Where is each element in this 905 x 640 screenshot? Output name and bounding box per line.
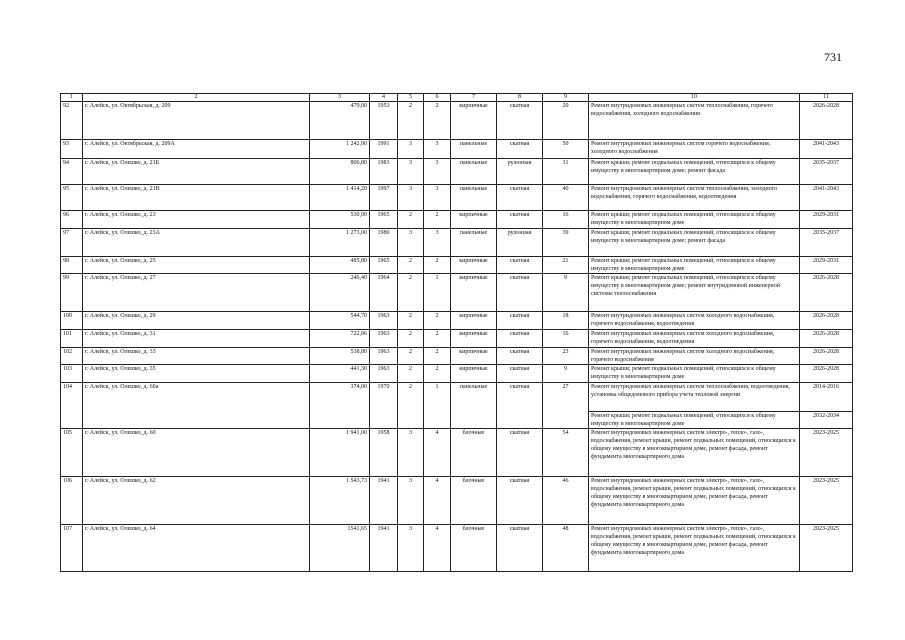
table-row <box>61 429 853 477</box>
year-cell: 1964 <box>370 274 398 312</box>
area-cell: 806,80 <box>310 159 370 185</box>
address-cell: г. Алейск, ул. Олешко, д. 35 <box>83 365 310 383</box>
area-cell: 1541,65 <box>310 525 370 572</box>
row-number-cell: 103 <box>61 365 83 383</box>
wall-material-cell: блочные <box>451 429 497 477</box>
wear-percent-cell: 46 <box>543 477 589 525</box>
year-cell: 1963 <box>370 330 398 348</box>
wall-material-cell: панельные <box>451 229 497 257</box>
entrances-cell: 2 <box>424 330 451 348</box>
wear-percent-cell: 18 <box>543 312 589 330</box>
entrances-cell: 4 <box>424 477 451 525</box>
area-cell: 1 273,00 <box>310 229 370 257</box>
floors-cell: 3 <box>398 477 424 525</box>
table-row <box>61 140 853 159</box>
year-cell: 1963 <box>370 348 398 365</box>
work-description: Ремонт крыши; ремонт подвальных помещений, относящихся к общему имуществу в многоквартирном доме; ремонт фасада <box>591 160 776 174</box>
work-description: Ремонт внутридомовых инженерных систем горячего водоснабжения, холодного водоснабжения <box>591 141 771 155</box>
roof-type-cell: скатная <box>497 383 543 429</box>
row-number-cell: 93 <box>61 140 83 159</box>
table-row <box>61 229 853 257</box>
wear-percent-cell: 9 <box>543 274 589 312</box>
work-period: 2041-2043 <box>813 186 839 192</box>
period-cell <box>800 185 853 211</box>
row-number-cell: 104 <box>61 383 83 429</box>
roof-type-cell: рулонная <box>497 159 543 185</box>
wear-percent-cell: 20 <box>543 102 589 140</box>
table-row <box>61 365 853 383</box>
table-row <box>61 102 853 140</box>
wear-percent-cell: 16 <box>543 330 589 348</box>
header-cell: 9 <box>543 94 589 102</box>
year-cell: 1963 <box>370 365 398 383</box>
works-cell <box>589 102 800 140</box>
header-cell: 4 <box>370 94 398 102</box>
table-row <box>61 348 853 365</box>
table-row <box>61 274 853 312</box>
floors-cell: 2 <box>398 330 424 348</box>
wall-material-cell: панельные <box>451 159 497 185</box>
work-description: Ремонт внутридомовых инженерных систем холодного водоснабжения, горячего водоснабжения, водоотведения <box>591 313 775 327</box>
year-cell: 1997 <box>370 185 398 211</box>
works-cell <box>589 365 800 383</box>
work-description: Ремонт внутридомовых инженерных систем теплоснабжения, горячего водоснабжения, холодного водоснабжения <box>591 103 774 117</box>
address-cell: г. Алейск, ул. Олешко, д. 21Б <box>83 159 310 185</box>
header-cell: 11 <box>800 94 853 102</box>
works-cell <box>589 312 800 330</box>
wear-percent-cell: 9 <box>543 365 589 383</box>
period-cell <box>800 159 853 185</box>
address-cell: г. Алейск, ул. Олешко, д. 60а <box>83 383 310 429</box>
works-cell <box>589 229 800 257</box>
roof-type-cell: скатная <box>497 330 543 348</box>
table-row <box>61 312 853 330</box>
row-number-cell: 94 <box>61 159 83 185</box>
work-description: Ремонт крыши; ремонт подвальных помещений, относящихся к общему имуществу в многоквартирном доме <box>591 212 776 226</box>
work-description: Ремонт крыши; ремонт подвальных помещений, относящихся к общему имуществу в многоквартирном доме <box>591 366 776 380</box>
address-cell: г. Алейск, ул. Октябрьская, д. 209А <box>83 140 310 159</box>
work-description: Ремонт внутридомовых инженерных систем электро-, тепло-, газо-, водоснабжения, ремонт крыши, ремонт подвальных помещений, относящихся к общему имуществу в многоквартирном доме, ремонт фасада, ремонт фундамента многоквартирного дома <box>591 526 796 556</box>
entrances-cell: 2 <box>424 211 451 229</box>
wall-material-cell: панельные <box>451 185 497 211</box>
works-cell <box>589 257 800 274</box>
roof-type-cell: скатная <box>497 185 543 211</box>
works-cell <box>589 525 800 572</box>
header-cell: 2 <box>83 94 310 102</box>
work-period: 2026-2028 <box>813 331 839 337</box>
row-number-cell: 96 <box>61 211 83 229</box>
area-cell: 485,80 <box>310 257 370 274</box>
roof-type-cell: скатная <box>497 257 543 274</box>
works-cell <box>589 330 800 348</box>
address-cell: г. Алейск, ул. Олешко, д. 27 <box>83 274 310 312</box>
works-cell <box>589 211 800 229</box>
roof-type-cell: скатная <box>497 429 543 477</box>
works-cell <box>589 274 800 312</box>
header-cell: 6 <box>424 94 451 102</box>
period-cell <box>800 102 853 140</box>
entrances-cell: 2 <box>424 365 451 383</box>
floors-cell: 2 <box>398 274 424 312</box>
wall-material-cell: кирпичные <box>451 211 497 229</box>
floors-cell: 2 <box>398 257 424 274</box>
address-cell: г. Алейск, ул. Олешко, д. 60 <box>83 429 310 477</box>
table-row <box>61 383 853 429</box>
year-cell: 1941 <box>370 477 398 525</box>
wall-material-cell: кирпичные <box>451 274 497 312</box>
header-cell: 8 <box>497 94 543 102</box>
entrances-cell: 2 <box>424 102 451 140</box>
entrances-cell: 3 <box>424 229 451 257</box>
area-cell: 1 941,00 <box>310 429 370 477</box>
area-cell: 538,80 <box>310 348 370 365</box>
header-row <box>61 94 853 102</box>
works-cell <box>589 348 800 365</box>
address-cell: г. Алейск, ул. Олешко, д. 62 <box>83 477 310 525</box>
work-description: Ремонт крыши; ремонт подвальных помещений, относящихся к общему имуществу в многоквартирном доме <box>589 411 799 428</box>
work-period: 2023-2025 <box>813 526 839 532</box>
area-cell: 1 414,20 <box>310 185 370 211</box>
wall-material-cell: кирпичные <box>451 102 497 140</box>
area-cell: 722,06 <box>310 330 370 348</box>
work-period: 2023-2025 <box>813 430 839 436</box>
work-period: 2029-2031 <box>813 258 839 264</box>
header-cell: 10 <box>589 94 800 102</box>
table-row <box>61 159 853 185</box>
row-number-cell: 95 <box>61 185 83 211</box>
wear-percent-cell: 48 <box>543 525 589 572</box>
work-description: Ремонт внутридомовых инженерных систем теплоснабжения, водоотведения, установка общедомового прибора учета тепловой энергии <box>591 384 790 398</box>
area-cell: 479,00 <box>310 102 370 140</box>
wall-material-cell: блочные <box>451 525 497 572</box>
wall-material-cell: панельные <box>451 383 497 429</box>
address-cell: г. Алейск, ул. Олешко, д. 29 <box>83 312 310 330</box>
floors-cell: 3 <box>398 185 424 211</box>
page-number: 731 <box>824 50 842 64</box>
wear-percent-cell: 31 <box>543 159 589 185</box>
table-row <box>61 477 853 525</box>
year-cell: 1941 <box>370 525 398 572</box>
wear-percent-cell: 50 <box>543 140 589 159</box>
work-description: Ремонт крыши; ремонт подвальных помещений, относящихся к общему имуществу в многоквартирном доме; ремонт внутридомовой инженерной системы теплоснабжения <box>591 275 780 297</box>
address-cell: г. Алейск, ул. Олешко, д. 23А <box>83 229 310 257</box>
wall-material-cell: кирпичные <box>451 365 497 383</box>
table-row <box>61 211 853 229</box>
address-cell: г. Алейск, ул. Олешко, д. 25 <box>83 257 310 274</box>
year-cell: 1965 <box>370 211 398 229</box>
roof-type-cell: скатная <box>497 274 543 312</box>
roof-type-cell: скатная <box>497 365 543 383</box>
work-description: Ремонт внутридомовых инженерных систем теплоснабжения, холодного водоснабжения, горячего водоснабжения, водоотведения <box>591 186 778 200</box>
wear-percent-cell: 16 <box>543 211 589 229</box>
row-number-cell: 105 <box>61 429 83 477</box>
roof-type-cell: скатная <box>497 312 543 330</box>
row-number-cell: 98 <box>61 257 83 274</box>
row-number-cell: 100 <box>61 312 83 330</box>
floors-cell: 2 <box>398 383 424 429</box>
wall-material-cell: панельные <box>451 140 497 159</box>
roof-type-cell: рулонная <box>497 229 543 257</box>
work-period: 2026-2028 <box>813 103 839 109</box>
housing-repair-table <box>60 93 853 572</box>
floors-cell: 3 <box>398 140 424 159</box>
work-period: 2035-2037 <box>813 230 839 236</box>
period-cell <box>800 477 853 525</box>
floors-cell: 2 <box>398 348 424 365</box>
entrances-cell: 2 <box>424 312 451 330</box>
floors-cell: 3 <box>398 229 424 257</box>
period-cell <box>800 365 853 383</box>
year-cell: 1991 <box>370 140 398 159</box>
work-description: Ремонт внутридомовых инженерных систем электро-, тепло-, газо-, водоснабжения, ремонт крыши, ремонт подвальных помещений, относящихся к общему имуществу в многоквартирном доме, ремонт фасада, ремонт фундамента многоквартирного дома <box>591 478 796 508</box>
year-cell: 1980 <box>370 229 398 257</box>
address-cell: г. Алейск, ул. Олешко, д. 33 <box>83 348 310 365</box>
entrances-cell: 3 <box>424 185 451 211</box>
wear-percent-cell: 27 <box>543 383 589 429</box>
floors-cell: 2 <box>398 365 424 383</box>
works-cell <box>589 159 800 185</box>
entrances-cell: 2 <box>424 348 451 365</box>
roof-type-cell: скатная <box>497 525 543 572</box>
work-description: Ремонт внутридомовых инженерных систем холодного водоснабжения, горячего водоснабжения, водоотведения <box>591 331 775 345</box>
area-cell: 1 242,90 <box>310 140 370 159</box>
period-cell <box>800 429 853 477</box>
period-cell <box>800 257 853 274</box>
entrances-cell: 1 <box>424 274 451 312</box>
row-number-cell: 101 <box>61 330 83 348</box>
roof-type-cell: скатная <box>497 211 543 229</box>
table-row <box>61 330 853 348</box>
area-cell: 246,40 <box>310 274 370 312</box>
area-cell: 530,90 <box>310 211 370 229</box>
work-period: 2014-2016 <box>813 384 839 390</box>
wall-material-cell: кирпичные <box>451 257 497 274</box>
works-cell <box>589 185 800 211</box>
year-cell: 1953 <box>370 102 398 140</box>
entrances-cell: 3 <box>424 159 451 185</box>
work-description: Ремонт крыши; ремонт подвальных помещений, относящихся к общему имуществу в многоквартирном доме; ремонт фасада <box>591 230 776 244</box>
table-row <box>61 185 853 211</box>
floors-cell: 3 <box>398 525 424 572</box>
row-number-cell: 92 <box>61 102 83 140</box>
year-cell: 1963 <box>370 312 398 330</box>
entrances-cell: 4 <box>424 525 451 572</box>
header-cell: 1 <box>61 94 83 102</box>
floors-cell: 2 <box>398 211 424 229</box>
year-cell: 1965 <box>370 257 398 274</box>
wall-material-cell: кирпичные <box>451 330 497 348</box>
address-cell: г. Алейск, ул. Олешко, д. 31 <box>83 330 310 348</box>
period-cell <box>800 525 853 572</box>
row-number-cell: 107 <box>61 525 83 572</box>
area-cell: 374,00 <box>310 383 370 429</box>
work-description: Ремонт крыши; ремонт подвальных помещений, относящихся к общему имуществу в многоквартирном доме <box>591 258 776 272</box>
work-period: 2035-2037 <box>813 160 839 166</box>
work-period: 2023-2025 <box>813 478 839 484</box>
period-cell <box>800 383 853 429</box>
work-period: 2026-2028 <box>813 275 839 281</box>
address-cell: г. Алейск, ул. Олешко, д. 64 <box>83 525 310 572</box>
entrances-cell: 4 <box>424 429 451 477</box>
period-cell <box>800 140 853 159</box>
floors-cell: 2 <box>398 312 424 330</box>
header-cell: 7 <box>451 94 497 102</box>
works-cell <box>589 429 800 477</box>
row-number-cell: 99 <box>61 274 83 312</box>
works-cell <box>589 383 800 429</box>
wear-percent-cell: 21 <box>543 257 589 274</box>
table-row <box>61 525 853 572</box>
roof-type-cell: скатная <box>497 140 543 159</box>
wall-material-cell: кирпичные <box>451 312 497 330</box>
works-cell <box>589 477 800 525</box>
work-description: Ремонт внутридомовых инженерных систем холодного водоснабжения, горячего водоснабжения <box>591 349 775 363</box>
wear-percent-cell: 39 <box>543 229 589 257</box>
work-period: 2029-2031 <box>813 212 839 218</box>
entrances-cell: 1 <box>424 383 451 429</box>
work-period: 2026-2028 <box>813 349 839 355</box>
works-cell <box>589 140 800 159</box>
area-cell: 544,70 <box>310 312 370 330</box>
roof-type-cell: скатная <box>497 102 543 140</box>
entrances-cell: 3 <box>424 140 451 159</box>
work-period: 2041-2043 <box>813 141 839 147</box>
work-period: 2026-2028 <box>813 366 839 372</box>
period-cell <box>800 330 853 348</box>
table-row <box>61 257 853 274</box>
floors-cell: 2 <box>398 102 424 140</box>
address-cell: г. Алейск, ул. Олешко, д. 23 <box>83 211 310 229</box>
roof-type-cell: скатная <box>497 477 543 525</box>
work-description: Ремонт внутридомовых инженерных систем электро-, тепло-, газо-, водоснабжения, ремонт крыши, ремонт подвальных помещений, относящихся к общему имуществу в многоквартирном доме, ремонт фасада, ремонт фундамента многоквартирного дома <box>591 430 796 460</box>
row-number-cell: 106 <box>61 477 83 525</box>
area-cell: 441,30 <box>310 365 370 383</box>
address-cell: г. Алейск, ул. Олешко, д. 21В <box>83 185 310 211</box>
year-cell: 1958 <box>370 429 398 477</box>
period-cell <box>800 348 853 365</box>
year-cell: 1983 <box>370 159 398 185</box>
wall-material-cell: блочные <box>451 477 497 525</box>
header-cell: 5 <box>398 94 424 102</box>
wall-material-cell: кирпичные <box>451 348 497 365</box>
roof-type-cell: скатная <box>497 348 543 365</box>
wear-percent-cell: 40 <box>543 185 589 211</box>
entrances-cell: 2 <box>424 257 451 274</box>
wear-percent-cell: 23 <box>543 348 589 365</box>
header-cell: 3 <box>310 94 370 102</box>
row-number-cell: 97 <box>61 229 83 257</box>
address-cell: г. Алейск, ул. Октябрьская, д. 209 <box>83 102 310 140</box>
wear-percent-cell: 54 <box>543 429 589 477</box>
year-cell: 1970 <box>370 383 398 429</box>
area-cell: 1 543,73 <box>310 477 370 525</box>
work-period: 2032-2034 <box>800 411 852 420</box>
row-number-cell: 102 <box>61 348 83 365</box>
period-cell <box>800 274 853 312</box>
floors-cell: 3 <box>398 429 424 477</box>
period-cell <box>800 312 853 330</box>
period-cell <box>800 211 853 229</box>
floors-cell: 3 <box>398 159 424 185</box>
period-cell <box>800 229 853 257</box>
work-period: 2026-2028 <box>813 313 839 319</box>
